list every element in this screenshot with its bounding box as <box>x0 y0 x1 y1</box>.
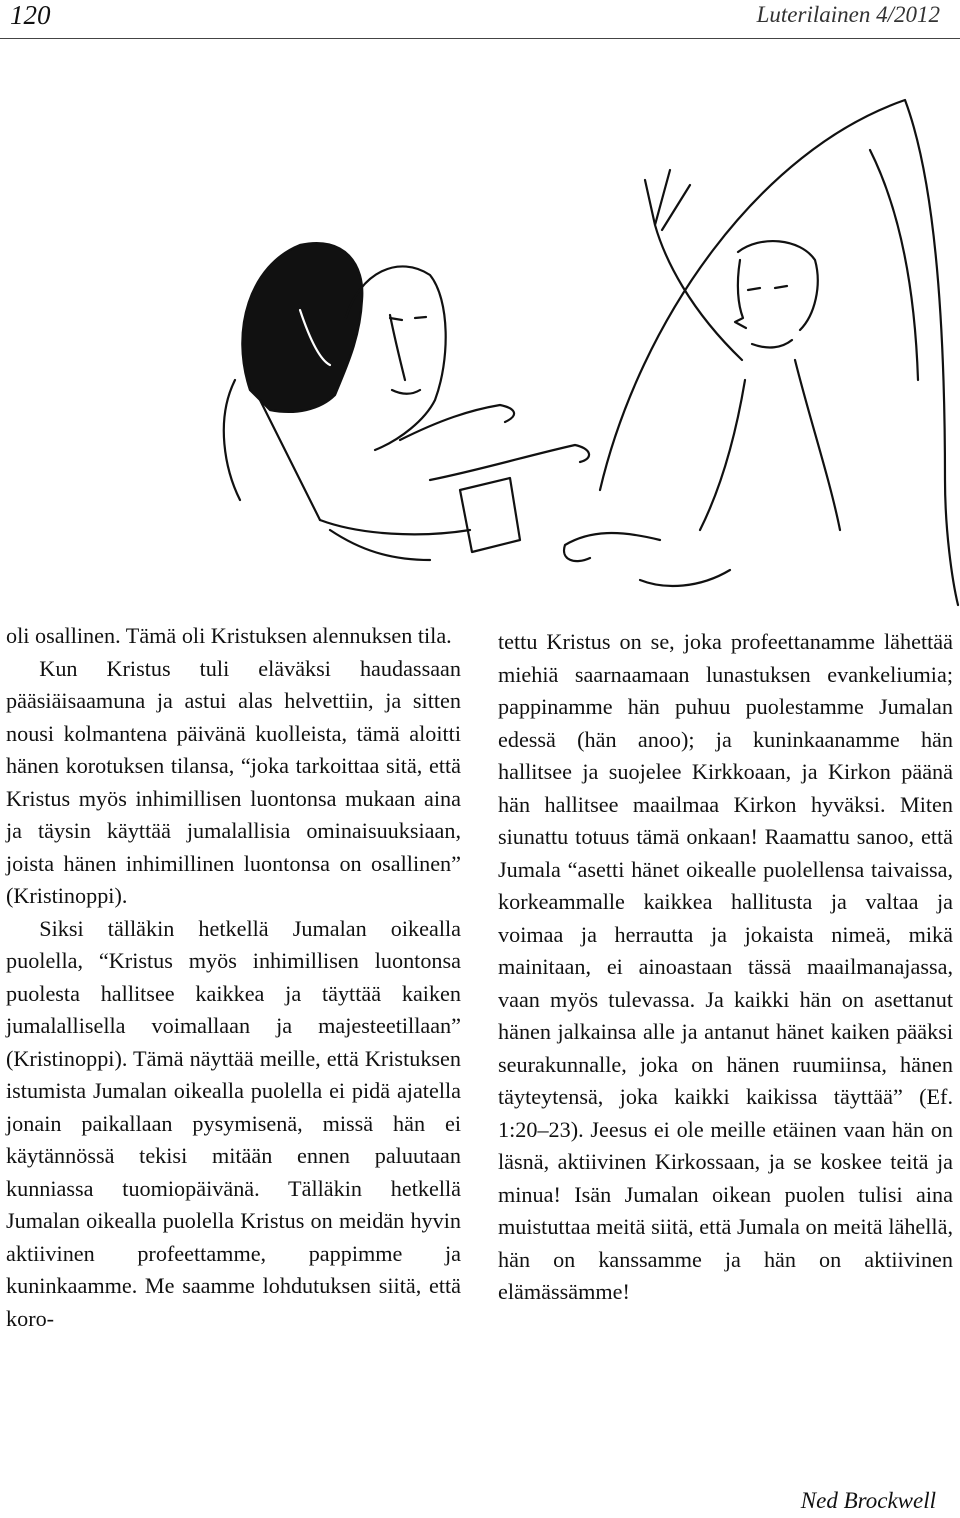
paragraph: Siksi tälläkin hetkellä Jumalan oikealla puolella, “Kristus myös inhimillisen luontonsa puolesta hallitsee kaikkea ja täyttää kaiken jumalallisella voimallaan ja majesteetillaan” (Kristinoppi). Tämä näyttää meille, että Kristuksen istumista Jumalan oikealla puolella ei pidä ajatella jonain paikallaan pysymisenä, missä hän ei käytännössä tekisi mitään ennen paluutaan kunniassa tuomiopäivänä. Tälläkin hetkellä Jumalan oikealla puolella Kristus on meidän hyvin aktiivinen profeettamme, pappimme ja kuninkaamme. Me saamme lohdutuksen siitä, että koro- <box>6 915 461 1331</box>
line-drawing-illustration <box>0 60 960 620</box>
page-number: 120 <box>10 0 51 30</box>
illustration-icon <box>0 60 960 620</box>
paragraph: Kun Kristus tuli eläväksi haudassaan pääsiäisaamuna ja astui alas helvettiin, ja sitten nousi kolmantena päivänä kuolleista, tämä aloitti hänen korotuksen tilansa, “joka tarkoittaa sitä, että Kristus myös inhimillisen luontonsa mukaan aina ja täysin käyttää jumalallisia ominaisuuksiaan, joista hänen inhimillinen luontonsa on osallinen” (Kristinoppi). <box>6 655 461 908</box>
article-right-column <box>498 626 953 1309</box>
page-header <box>0 0 960 40</box>
paragraph: oli osallinen. Tämä oli Kristuksen alennuksen tila. <box>6 623 452 648</box>
journal-issue: Luterilainen 4/2012 <box>756 2 940 27</box>
paragraph: tettu Kristus on se, joka profeettanamme lähettää miehiä saarnaamaan lunastuksen evankeliumia; pappinamme hän puhuu puolestamme Jumalan edessä (hän anoo); ja kuninkaanamme hän hallitsee ja suojelee Kirkkoaan, ja Kirkon päänä hän hallitsee maailmaa Kirkon hyväksi. Miten siunattu totuus tämä onkaan! Raamattu sanoo, että Jumala “asetti hänet oikealle puolellensa taivaissa, korkeammalle kaikkea hallitusta ja valtaa ja voimaa ja herrautta ja jokaista nimeä, mikä mainitaan, ei ainoastaan tässä maailmanajassa, vaan myös tulevassa. Ja kaikki hän on asettanut hänen jalkainsa alle ja antanut hänet kaiken pääksi seurakunnalle, joka on hänen ruumiinsa, hänen täyteytensä, joka kaikki kaikissa täyttää” (Ef. 1:20–23). Jeesus ei ole meille etäinen vaan hän on läsnä, aktiivinen Kirkossaan, ja se koskee teitä ja minua! Isän Jumalan oikean puolen tulisi aina muistuttaa meitä siitä, että Jumala on meitä lähellä, hän on kanssamme ja hän on aktiivinen elämässämme! <box>498 629 953 1304</box>
author-signature: Ned Brockwell <box>800 1488 936 1513</box>
article-left-column <box>6 620 461 1335</box>
header-rule <box>0 38 960 39</box>
